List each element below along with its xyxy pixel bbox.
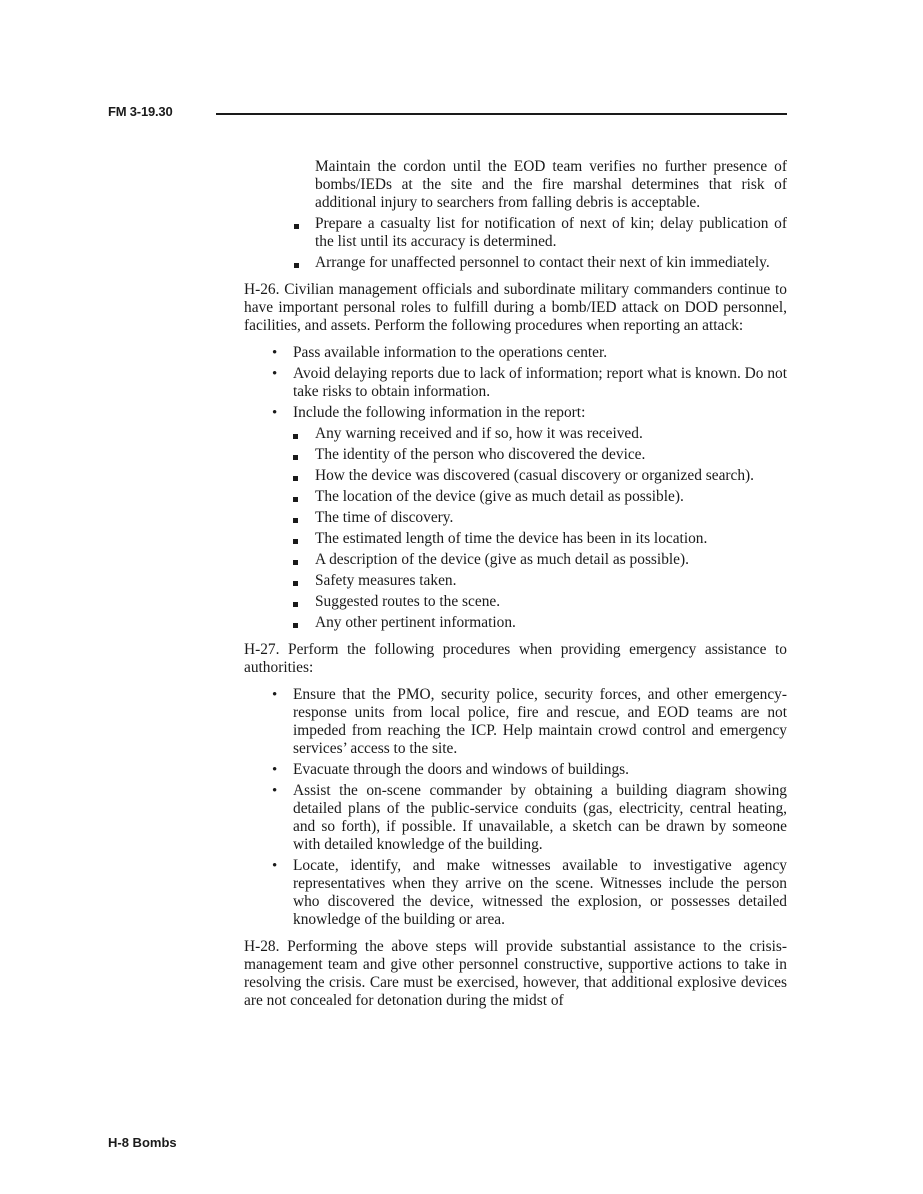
square-bullet-icon (293, 476, 298, 481)
list-item: How the device was discovered (casual discovery or organized search). (293, 467, 787, 485)
square-bullet-icon (294, 224, 299, 229)
list-item: The time of discovery. (293, 509, 787, 527)
header-rule (216, 113, 787, 115)
bullet-icon: • (272, 345, 278, 361)
list-item: • Assist the on-scene commander by obtaining a building diagram showing detailed plans of the public-service conduits (gas, electricity, central heating, and so forth), if possible. If unavailable, a sketch can be drawn by someone with detailed knowledge of the building. (272, 782, 787, 853)
list-item: Prepare a casualty list for notification of next of kin; delay publication of the list until its accuracy is determined. (222, 215, 787, 251)
page-body (244, 158, 787, 1010)
square-bullet-icon (293, 518, 298, 523)
list-item: The location of the device (give as much detail as possible). (293, 488, 787, 506)
square-bullet-icon (293, 497, 298, 502)
running-header: FM 3-19.30 (108, 104, 173, 119)
bullet-icon: • (272, 858, 278, 874)
list-item: Any other pertinent information. (293, 614, 787, 632)
list-item: • Evacuate through the doors and windows of buildings. (272, 761, 629, 778)
square-bullet-icon (294, 263, 299, 268)
bullet-icon: • (272, 687, 278, 703)
square-bullet-icon (293, 623, 298, 628)
bullet-icon: • (272, 762, 278, 778)
square-bullet-icon (293, 539, 298, 544)
list-item: The estimated length of time the device has been in its location. (293, 530, 787, 548)
continued-paragraph: Maintain the cordon until the EOD team verifies no further presence of bombs/IEDs at the site and the fire marshal determines that risk of additional injury to searchers from falling debris is acceptable. (315, 158, 787, 211)
list-item: Arrange for unaffected personnel to contact their next of kin immediately. (222, 254, 787, 272)
list-item: Suggested routes to the scene. (293, 593, 787, 611)
list-item: Any warning received and if so, how it was received. (293, 425, 787, 443)
running-footer: H-8 Bombs (108, 1135, 177, 1150)
square-bullet-icon (293, 434, 298, 439)
square-bullet-icon (293, 560, 298, 565)
top-square-list (222, 215, 787, 272)
h27-bullet-list (244, 686, 787, 929)
square-bullet-icon (293, 581, 298, 586)
list-item: Safety measures taken. (293, 572, 787, 590)
list-item: • Avoid delaying reports due to lack of information; report what is known. Do not take risks to obtain information. (272, 365, 787, 400)
list-item: The identity of the person who discovered the device. (293, 446, 787, 464)
paragraph-h28: H-28. Performing the above steps will provide substantial assistance to the crisis-management team and give other personnel constructive, supportive actions to take in resolving the crisis. Care must be exercised, however, that additional explosive devices are not concealed for detonation during the midst of (244, 938, 787, 1009)
list-item: • Locate, identify, and make witnesses available to investigative agency representatives when they arrive on the scene. Witnesses include the person who discovered the device, witnessed the explosion, or possesses detailed knowledge of the building or area. (272, 857, 787, 928)
h26-bullet-list (244, 344, 787, 632)
bullet-icon: • (272, 366, 278, 382)
list-item: A description of the device (give as much detail as possible). (293, 551, 787, 569)
report-items-list (293, 425, 787, 632)
list-item: • Ensure that the PMO, security police, security forces, and other emergency-response units from local police, fire and rescue, and EOD teams are not impeded from reaching the ICP. Help maintain crowd control and emergency services’ access to the site. (272, 686, 787, 757)
paragraph-h26: H-26. Civilian management officials and subordinate military commanders continue to have important personal roles to fulfill during a bomb/IED attack on DOD personnel, facilities, and assets. Perform the following procedures when reporting an attack: (244, 281, 787, 334)
square-bullet-icon (293, 455, 298, 460)
list-item: • Pass available information to the operations center. (272, 344, 608, 361)
bullet-icon: • (272, 783, 278, 799)
paragraph-h27: H-27. Perform the following procedures when providing emergency assistance to authorities: (244, 641, 787, 676)
list-item: • Include the following information in the report: Any warning received and if so, how it was received. The identity of the person who discovered the device. How the device was discovered (casual discovery or organized search). The location of the device (give as much detail as possible). The time of discovery. The estimated length of time the device has been in its location. A description of the device (give as much detail as possible). Safety measures taken. Suggested routes to the scene. Any other pertinent information. (244, 404, 787, 632)
bullet-icon: • (272, 405, 278, 421)
square-bullet-icon (293, 602, 298, 607)
